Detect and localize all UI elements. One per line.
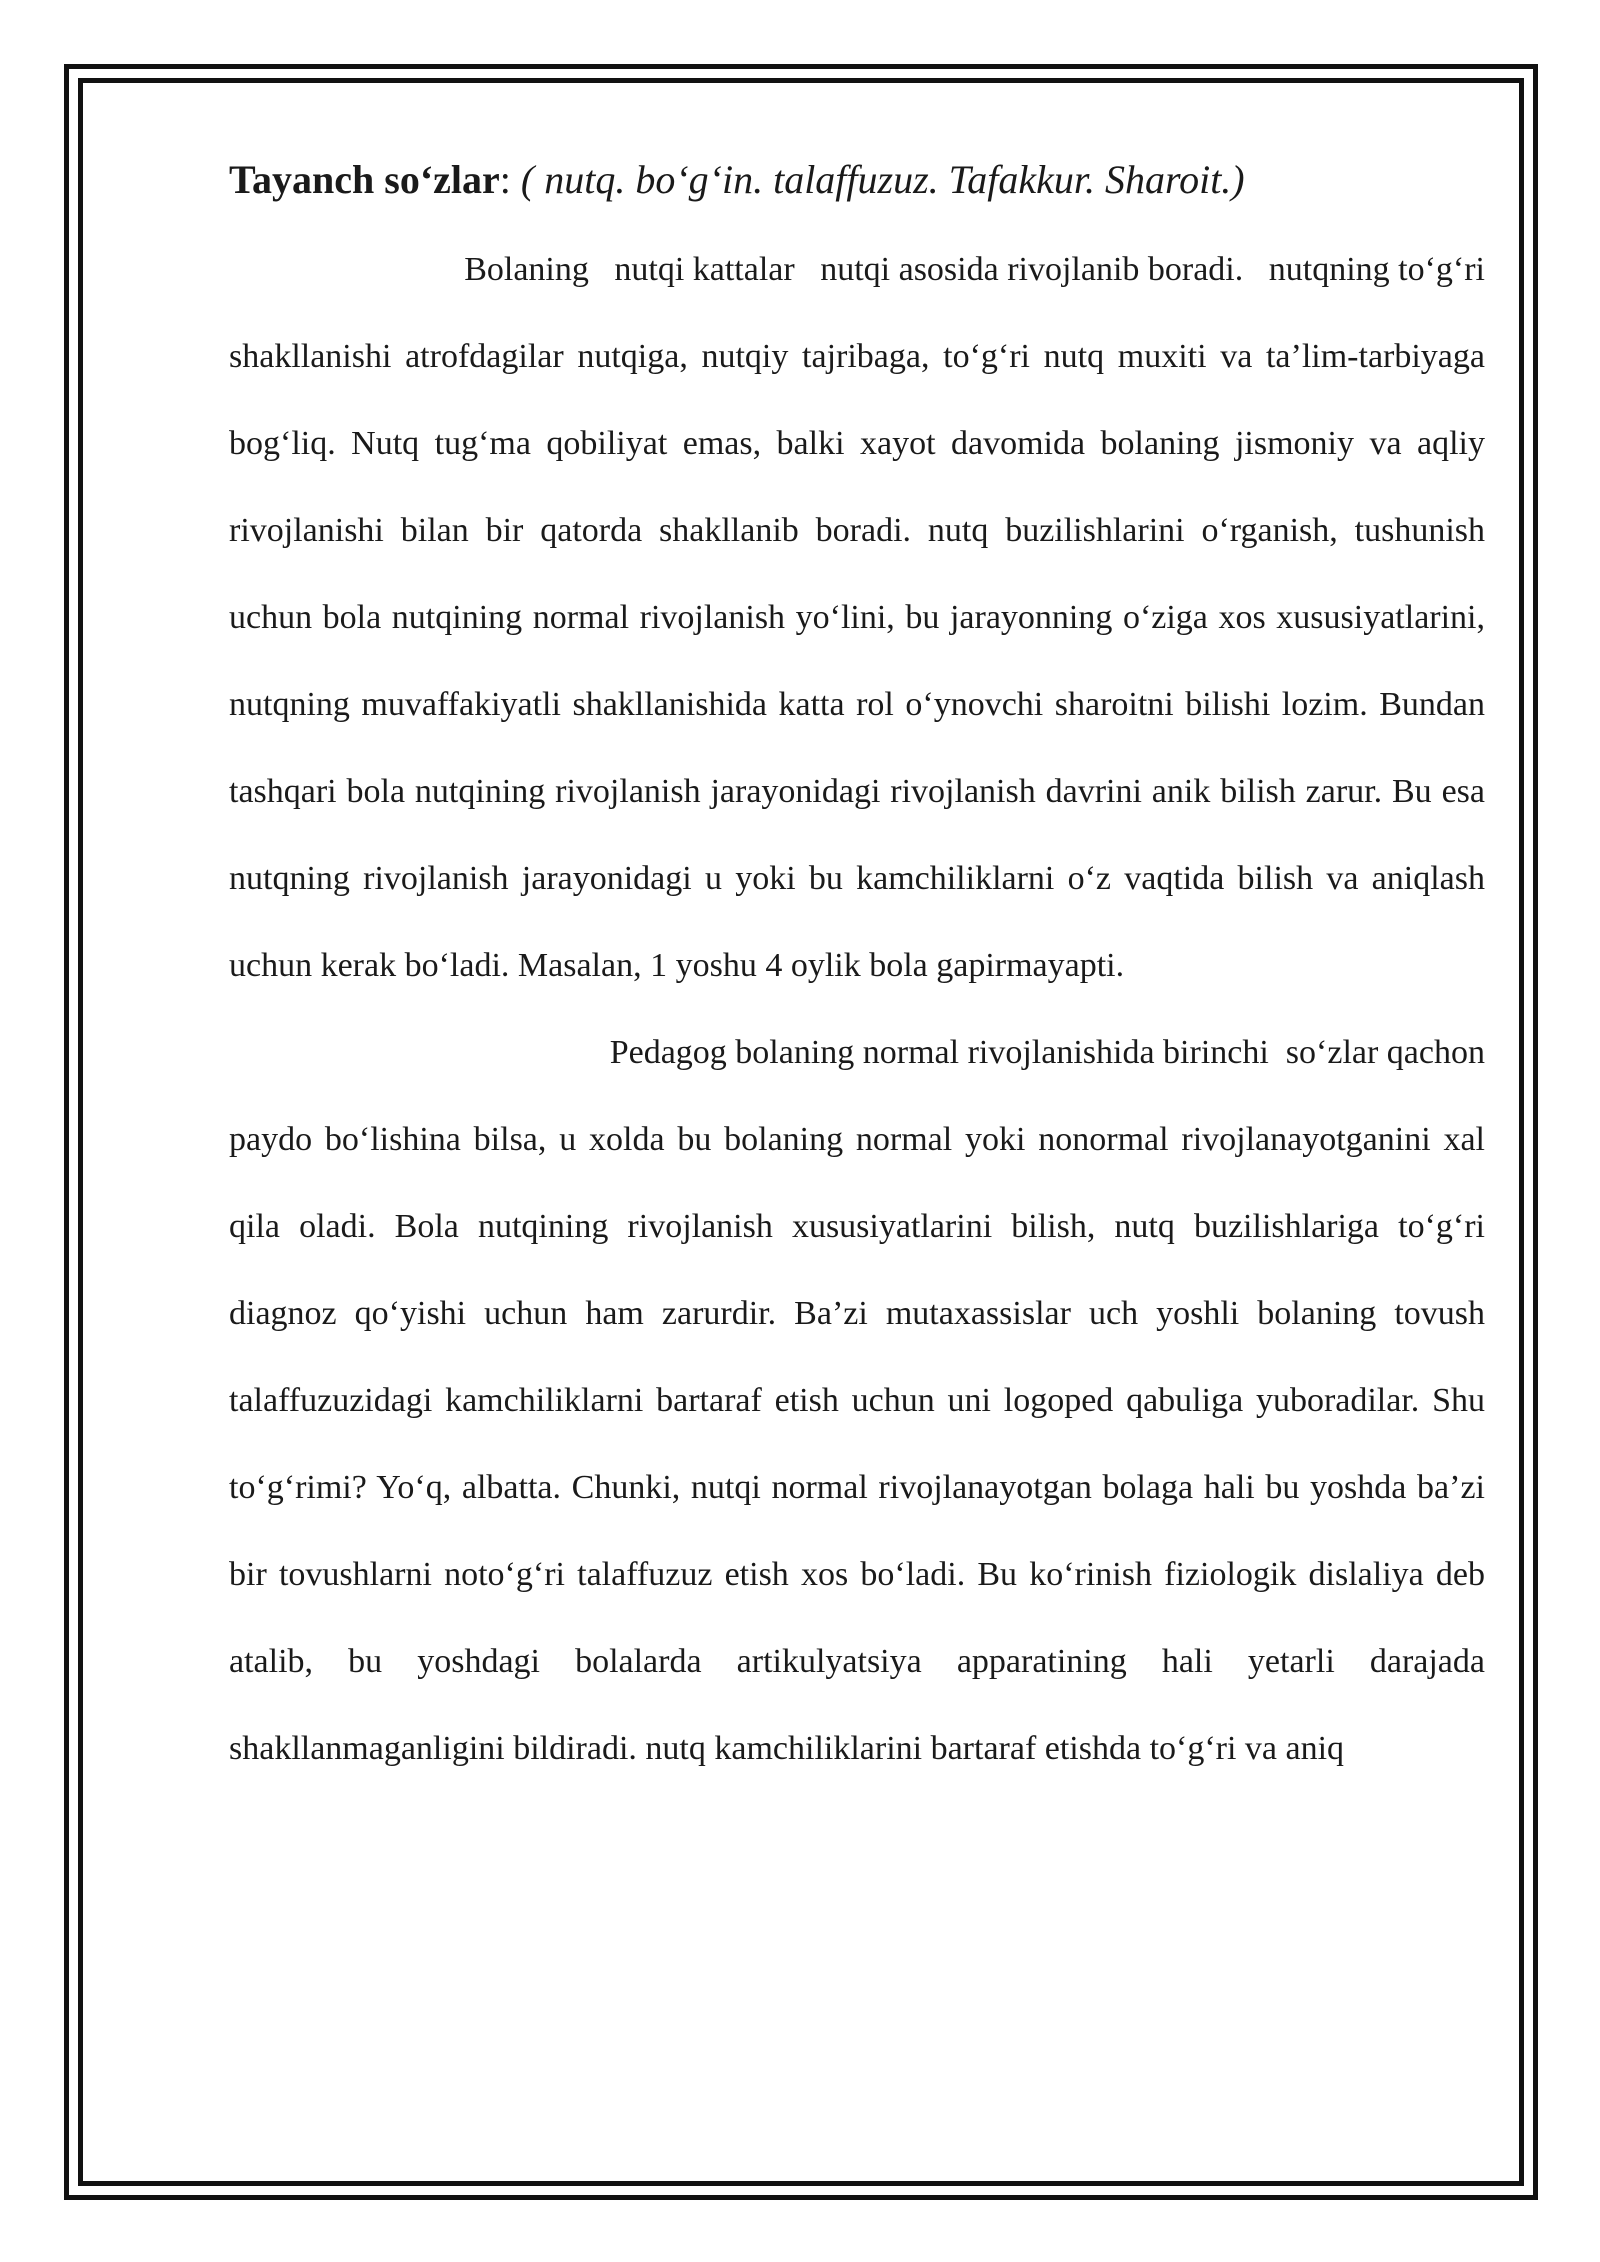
keywords-heading <box>229 148 1485 212</box>
paragraph-1-first-line: Bolaning nutqi kattalar nutqi asosida rivojlanib boradi. nutqning to‘g‘ri <box>464 251 1485 288</box>
paragraph-2 <box>229 1009 1485 1792</box>
paragraph-1 <box>229 226 1485 1009</box>
keywords-separator: : <box>499 157 521 202</box>
document-body <box>229 148 1485 1792</box>
keywords-label: Tayanch so‘zlar <box>229 157 500 202</box>
paragraph-2-first-line: Pedagog bolaning normal rivojlanishida birinchi so‘zlar qachon <box>609 1034 1485 1071</box>
keywords-list: ( nutq. bo‘g‘in. talaffuzuz. Tafakkur. Sharoit.) <box>520 157 1245 202</box>
paragraph-2-body: paydo bo‘lishina bilsa, u xolda bu bolaning normal yoki nonormal rivojlanayotganini xal qila oladi. Bola nutqining rivojlanish xususiyatlarini bilish, nutq buzilishlariga to‘g‘ri diagnoz qo‘yishi uchun ham zarurdir. Ba’zi mutaxassislar uch yoshli bolaning tovush talaffuzuzidagi kamchiliklarni bartaraf etish uchun uni logoped qabuliga yuboradilar. Shu to‘g‘rimi? Yo‘q, albatta. Chunki, nutqi normal rivojlanayotgan bolaga hali bu yoshda ba’zi bir tovushlarni noto‘g‘ri talaffuzuz etish xos bo‘ladi. Bu ko‘rinish fiziologik dislaliya deb atalib, bu yoshdagi bolalarda artikulyatsiya apparatining hali yetarli darajada shakllanmaganligini bildiradi. nutq kamchiliklarini bartaraf etishda to‘g‘ri va aniq <box>229 1121 1485 1767</box>
paragraph-1-body: shakllanishi atrofdagilar nutqiga, nutqiy tajribaga, to‘g‘ri nutq muxiti va ta’lim-tarbiyaga bog‘liq. Nutq tug‘ma qobiliyat emas, balki xayot davomida bolaning jismoniy va aqliy rivojlanishi bilan bir qatorda shakllanib boradi. nutq buzilishlarini o‘rganish, tushunish uchun bola nutqining normal rivojlanish yo‘lini, bu jarayonning o‘ziga xos xususiyatlarini, nutqning muvaffakiyatli shakllanishida katta rol o‘ynovchi sharoitni bilishi lozim. Bundan tashqari bola nutqining rivojlanish jarayonidagi rivojlanish davrini anik bilish zarur. Bu esa nutqning rivojlanish jarayonidagi u yoki bu kamchiliklarni o‘z vaqtida bilish va aniqlash uchun kerak bo‘ladi. Masalan, 1 yoshu 4 oylik bola gapirmayapti. <box>229 338 1485 984</box>
